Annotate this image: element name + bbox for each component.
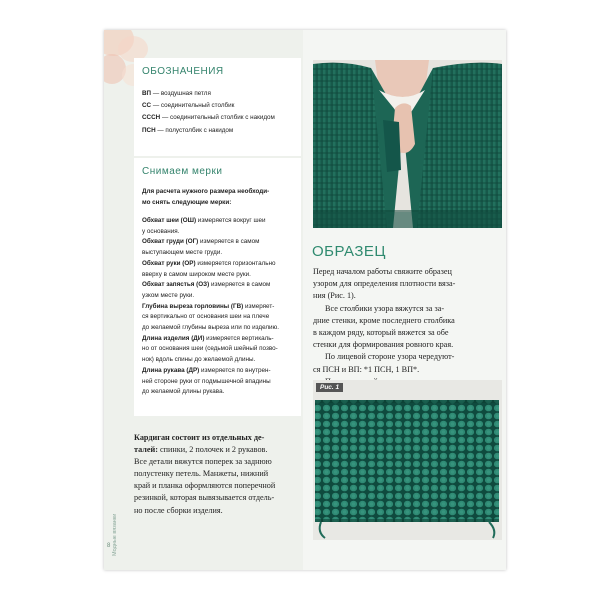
- measure-list-line: [142, 216, 296, 227]
- abbreviation-definition: — воздушная петля: [151, 90, 211, 97]
- line-text: измеряется в самом: [198, 238, 260, 246]
- line-text: нок) вдоль спины до желаемой длины.: [142, 356, 256, 364]
- measurements-title: Снимаем мерки: [142, 166, 223, 177]
- measurements-intro-line: мо снять следующие мерки:: [142, 199, 232, 206]
- measure-list-line: [142, 387, 296, 398]
- line-text: Перед началом работы свяжите образец: [313, 267, 452, 276]
- bold-term: Длина изделия (ДИ): [142, 334, 205, 342]
- sample-body-line: [313, 278, 503, 290]
- line-text: до желаемой длины рукава.: [142, 388, 225, 396]
- cardigan-para-line: [134, 492, 304, 504]
- bold-term: Кардиган состоит из отдельных де-: [134, 433, 265, 442]
- abbreviation-definition: — полустолбик с накидом: [155, 126, 234, 134]
- line-text: ния (Рис. 1).: [313, 291, 356, 301]
- line-text: до желаемой глубины выреза или по изделию.: [142, 324, 280, 332]
- abbreviation-term: ВП: [142, 90, 152, 97]
- measure-list-line: [142, 334, 296, 345]
- bold-term: Обхват руки (ОР): [142, 259, 196, 267]
- line-text: измеряется в самом: [209, 281, 271, 289]
- cardigan-para-line: [134, 468, 304, 480]
- measurements-intro-line: Для расчета нужного размера необходи-: [142, 188, 270, 195]
- cardigan-para-line: [134, 505, 304, 517]
- abbreviation-term: СССН: [142, 114, 161, 122]
- line-text: измеряет-: [243, 302, 275, 310]
- cardigan-photo-image: [313, 60, 502, 228]
- swatch-photo: [313, 380, 502, 540]
- line-text: измеряется горизонтально: [195, 259, 276, 267]
- abbreviation-term: ПСН: [142, 126, 156, 134]
- side-caption-text: Модные вязанки: [112, 513, 118, 556]
- sample-body-line: [313, 266, 503, 278]
- line-text: ся ПСН и ВП: *1 ПСН, 1 ВП*.: [313, 364, 420, 374]
- line-text: измеряется вокруг шеи: [196, 217, 266, 224]
- measurements-intro: [142, 186, 296, 208]
- line-text: ся вертикально от основания шеи на плече: [142, 313, 270, 321]
- cardigan-photo: [313, 60, 502, 228]
- measure-list-line: [142, 355, 296, 366]
- line-text: узком месте руки.: [142, 291, 195, 299]
- measure-list-line: [142, 237, 296, 248]
- sample-body-line: [313, 351, 503, 363]
- line-text: измеряется по внутрен-: [199, 366, 271, 374]
- bold-term: талей:: [134, 445, 158, 455]
- measure-list-line: [142, 366, 296, 377]
- line-text: вверху в самом широком месте руки.: [142, 270, 251, 278]
- abbreviation-term: СС: [142, 102, 152, 110]
- sample-body-line: [313, 339, 503, 351]
- line-text: спинки, 2 полочек и 2 рукавов.: [157, 445, 268, 455]
- cardigan-para-line: [134, 480, 304, 492]
- abbreviation-definition: — соединительный столбик с накидом: [160, 114, 275, 122]
- abbreviations-title: ОБОЗНАЧЕНИЯ: [142, 66, 224, 77]
- measure-list-line: [142, 227, 296, 238]
- abbreviations-box: [134, 58, 301, 156]
- line-text: в каждом ряду, который вяжется за обе: [313, 328, 449, 338]
- measure-list-line: [142, 248, 296, 259]
- measurements-box: [134, 158, 301, 416]
- line-text: у основания.: [142, 227, 180, 235]
- cardigan-paragraph: [134, 432, 304, 517]
- measure-list-line: [142, 280, 296, 291]
- cardigan-para-line: [134, 444, 304, 456]
- line-text: дние стенки, кроме последнего столбика: [313, 315, 455, 325]
- line-text: ней стороне руки от подмышечной впадины: [142, 377, 271, 385]
- side-caption: [112, 500, 126, 560]
- abbreviation-definition: — соединительный столбик: [151, 102, 235, 110]
- bold-term: Обхват груди (ОГ): [142, 238, 199, 246]
- swatch-photo-image: [313, 380, 502, 540]
- sample-body-line: [313, 364, 503, 376]
- sample-body-line: [313, 290, 503, 302]
- line-text: резинкой, которая вывязывается отдель-: [134, 493, 275, 503]
- line-text: край и планка оформляются поперечной: [134, 481, 276, 491]
- line-text: Все столбики узора вяжутся за за-: [325, 303, 445, 313]
- measure-list-line: [142, 312, 296, 323]
- cardigan-para-line: [134, 432, 304, 444]
- sample-body-line: [313, 303, 503, 315]
- sample-body-line: [313, 327, 503, 339]
- page-number: 8: [107, 543, 111, 549]
- line-text: узором для определения плотности вяза-: [313, 279, 456, 289]
- bold-term: Глубина выреза горловины (ГВ): [142, 302, 244, 310]
- abbreviation-item: [142, 125, 297, 137]
- abbreviation-item: [142, 88, 297, 100]
- bold-term: Длина рукава (ДР): [142, 366, 200, 374]
- line-text: По лицевой стороне узора чередуют-: [325, 352, 455, 362]
- measurements-list: [142, 216, 296, 398]
- bold-term: Обхват запястья (ОЗ): [142, 281, 210, 289]
- sample-title: ОБРАЗЕЦ: [312, 243, 387, 260]
- book-page: [104, 30, 506, 570]
- line-text: выступающем месте груди.: [142, 249, 223, 257]
- abbreviations-list: [142, 88, 297, 137]
- measure-list-line: [142, 344, 296, 355]
- line-text: стенки для формирования ровного края.: [313, 340, 454, 350]
- abbreviation-item: [142, 100, 297, 112]
- measure-list-line: [142, 291, 296, 302]
- measurements-body: [142, 186, 296, 398]
- measure-list-line: [142, 259, 296, 270]
- line-text: полустенку петель. Манжеты, нижний: [134, 469, 269, 479]
- bold-term: Обхват шеи (ОШ): [142, 217, 197, 224]
- cardigan-para-line: [134, 456, 304, 468]
- measure-list-line: [142, 302, 296, 313]
- measure-list-line: [142, 270, 296, 281]
- measure-list-line: [142, 323, 296, 334]
- abbreviation-item: [142, 112, 297, 124]
- line-text: Все детали вяжутся поперек за заднюю: [134, 457, 272, 467]
- line-text: но после сборки изделия.: [134, 505, 223, 515]
- figure-label: Рис. 1: [316, 383, 343, 392]
- measure-list-line: [142, 377, 296, 388]
- sample-body-line: [313, 315, 503, 327]
- line-text: измеряется вертикаль-: [204, 334, 274, 342]
- line-text: но от основания шеи (седьмой шейный позво-: [142, 345, 278, 353]
